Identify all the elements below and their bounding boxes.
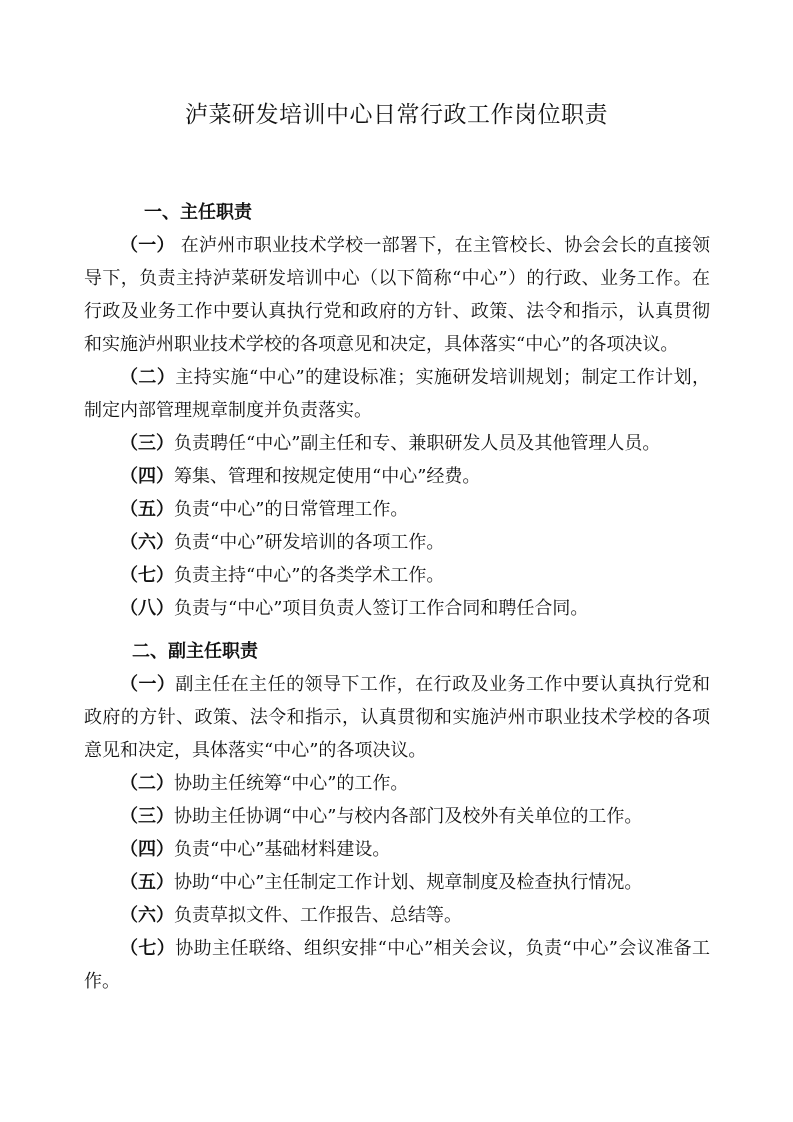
item-number: （二） <box>120 367 176 388</box>
item-number: （三） <box>120 433 174 454</box>
item-text: 主持实施“中心”的建设标准；实施研发培训规划；制定工作计划，制定内部管理规章制度并负责落实。 <box>84 367 711 421</box>
item-number: （五） <box>120 872 174 893</box>
duty-item <box>84 668 710 767</box>
duty-item <box>84 866 710 899</box>
item-text: 负责主持“中心”的各类学术工作。 <box>174 565 445 586</box>
item-number: （七） <box>120 565 174 586</box>
item-text: 协助主任协调“中心”与校内各部门及校外有关单位的工作。 <box>174 806 643 827</box>
item-number: （四） <box>120 466 174 487</box>
section-heading-deputy-director: 二、副主任职责 <box>132 641 258 662</box>
duty-item <box>84 932 710 998</box>
item-text: 负责草拟文件、工作报告、总结等。 <box>174 905 462 926</box>
duty-item <box>84 460 710 493</box>
item-number: （五） <box>120 499 174 520</box>
item-text: 负责“中心”基础材料建设。 <box>174 839 391 860</box>
item-text: 负责聘任“中心”副主任和专、兼职研发人员及其他管理人员。 <box>174 433 661 454</box>
item-number: （二） <box>120 773 174 794</box>
item-number: （六） <box>120 905 174 926</box>
section-heading-director: 一、主任职责 <box>144 202 252 223</box>
duty-item <box>84 526 710 559</box>
item-text: 副主任在主任的领导下工作，在行政及业务工作中要认真执行党和政府的方针、政策、法令和指示，认真贯彻和实施泸州市职业技术学校的各项意见和决定，具体落实“中心”的各项决议。 <box>84 674 711 761</box>
duty-item <box>84 899 710 932</box>
item-text: 在泸州市职业技术学校一部署下，在主管校长、协会会长的直接领导下，负责主持泸菜研发培训中心（以下简称“中心”）的行政、业务工作。在行政及业务工作中要认真执行党和政府的方针、政策、法令和指示，认真贯彻和实施泸州职业技术学校的各项意见和决定，具体落实“中心”的各项决议。 <box>84 235 711 355</box>
item-number: （一） <box>120 674 176 695</box>
duty-item <box>84 833 710 866</box>
item-number: （七） <box>120 938 176 959</box>
item-number: （四） <box>120 839 174 860</box>
item-text: 协助主任统筹“中心”的工作。 <box>174 773 409 794</box>
item-number: （八） <box>120 598 174 619</box>
duty-item <box>84 427 710 460</box>
item-text: 协助“中心”主任制定工作计划、规章制度及检查执行情况。 <box>174 872 643 893</box>
item-text: 负责“中心”的日常管理工作。 <box>174 499 409 520</box>
duty-item <box>84 361 710 427</box>
item-number: （六） <box>120 532 174 553</box>
duty-item <box>84 559 710 592</box>
duty-item <box>84 800 710 833</box>
duty-item <box>84 229 710 361</box>
item-number: （三） <box>120 806 174 827</box>
item-text: 负责与“中心”项目负责人签订工作合同和聘任合同。 <box>174 598 589 619</box>
document-body <box>84 196 710 998</box>
page-title: 泸菜研发培训中心日常行政工作岗位职责 <box>185 102 608 128</box>
duty-item <box>84 493 710 526</box>
item-number: （一） <box>120 235 175 256</box>
item-text: 负责“中心”研发培训的各项工作。 <box>174 532 445 553</box>
item-text: 协助主任联络、组织安排“中心”相关会议，负责“中心”会议准备工作。 <box>84 938 710 992</box>
duty-item <box>84 592 710 625</box>
duty-item <box>84 767 710 800</box>
item-text: 筹集、管理和按规定使用“中心”经费。 <box>174 466 481 487</box>
